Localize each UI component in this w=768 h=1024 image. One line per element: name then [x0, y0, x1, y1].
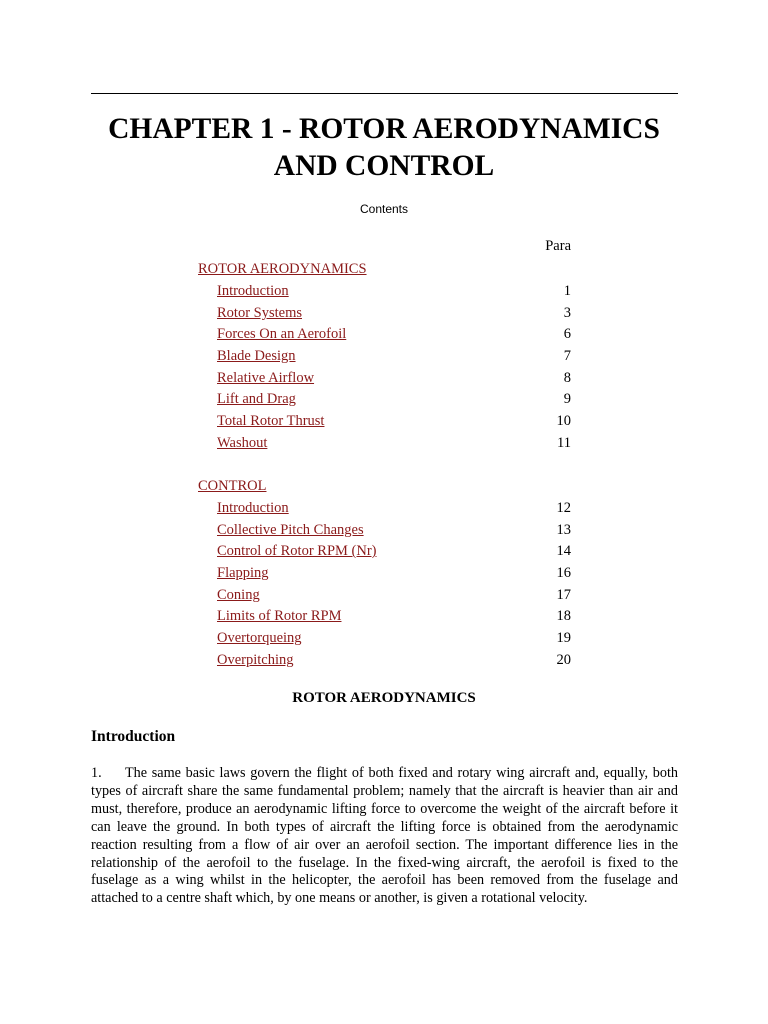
- header-rule: [91, 93, 678, 94]
- toc-entry[interactable]: [217, 282, 571, 300]
- toc-entry-para: 12: [556, 500, 571, 516]
- toc-entry[interactable]: [217, 434, 571, 452]
- toc-entry[interactable]: [217, 390, 571, 408]
- paragraph-text: The same basic laws govern the flight of both fixed and rotary wing aircraft and, equally, both types of aircraft share the same fundamental problem; namely that the aircraft is heavier than air and must, therefore, produce an aerodynamic lifting force to overcome the weight of the aircraft before it can leave the ground. In both types of aircraft the lifting force is obtained from the aerodynamic reaction resulting from a flow of air over an aerofoil section. The important difference lies in the relationship of the aerofoil to the fuselage. In the fixed-wing aircraft, the aerofoil is fixed to the fuselage as a wing whilst in the helicopter, the aerofoil has been removed from the fuselage and attached to a centre shaft which, by one means or another, is given a rotational velocity.: [91, 765, 678, 907]
- chapter-title-line-1: CHAPTER 1 - ROTOR AERODYNAMICS: [108, 113, 660, 145]
- toc-entry[interactable]: [217, 607, 571, 625]
- toc-entry[interactable]: [217, 412, 571, 430]
- toc-entry-para: 1: [563, 283, 571, 299]
- toc-entry-label[interactable]: Collective Pitch Changes: [217, 522, 364, 538]
- toc-entry[interactable]: [217, 304, 571, 322]
- toc-entry-label[interactable]: Introduction: [217, 283, 289, 299]
- toc-entry-label[interactable]: Flapping: [217, 565, 269, 581]
- toc-entry[interactable]: [217, 347, 571, 365]
- toc-entry-para: 13: [556, 522, 571, 538]
- toc-entry[interactable]: [217, 542, 571, 560]
- subheading-introduction: Introduction: [91, 728, 176, 745]
- toc-entry-label[interactable]: Forces On an Aerofoil: [217, 326, 347, 342]
- toc-entry-label[interactable]: Control of Rotor RPM (Nr): [217, 543, 377, 559]
- toc-entry-para: 9: [563, 391, 571, 407]
- paragraph-number: 1.: [91, 765, 102, 781]
- toc-entry-label[interactable]: Washout: [217, 435, 268, 451]
- toc-entry-label[interactable]: Overpitching: [217, 652, 294, 668]
- toc-entry-label[interactable]: Coning: [217, 587, 260, 603]
- toc-entry[interactable]: [217, 369, 571, 387]
- toc-entry-para: 16: [556, 565, 571, 581]
- toc-entry-para: 10: [556, 413, 571, 429]
- toc-entry-para: 11: [557, 435, 571, 451]
- para-column-header: Para: [545, 238, 571, 254]
- toc-entry-para: 18: [556, 608, 571, 624]
- toc-entry[interactable]: [217, 499, 571, 517]
- toc-entry-para: 8: [563, 370, 571, 386]
- toc-entry-label[interactable]: Relative Airflow: [217, 370, 315, 386]
- toc-entry-para: 14: [556, 543, 571, 559]
- section-heading: ROTOR AERODYNAMICS: [292, 690, 476, 706]
- chapter-title-line-2: AND CONTROL: [273, 150, 495, 182]
- toc-entry[interactable]: [217, 629, 571, 647]
- toc-entry-label[interactable]: Limits of Rotor RPM: [217, 608, 342, 624]
- toc-entry[interactable]: [217, 325, 571, 343]
- contents-label: Contents: [359, 202, 409, 216]
- toc-entry-label[interactable]: Blade Design: [217, 348, 296, 364]
- toc-entry-para: 19: [556, 630, 571, 646]
- toc-entry-label[interactable]: Lift and Drag: [217, 391, 296, 407]
- chapter-title: [60, 111, 708, 185]
- toc-entry[interactable]: [217, 521, 571, 539]
- toc-entry[interactable]: [217, 564, 571, 582]
- toc-entry-label[interactable]: Rotor Systems: [217, 305, 302, 321]
- toc-section-rotor-aerodynamics[interactable]: ROTOR AERODYNAMICS: [198, 261, 367, 277]
- toc-entry-para: 6: [563, 326, 571, 342]
- toc-entry[interactable]: [217, 586, 571, 604]
- toc-entry[interactable]: [217, 651, 571, 669]
- toc-section-control[interactable]: CONTROL: [198, 478, 267, 494]
- toc-entry-para: 7: [563, 348, 571, 364]
- toc-entry-label[interactable]: Introduction: [217, 500, 289, 516]
- toc-entry-para: 3: [563, 305, 571, 321]
- toc-entry-para: 20: [556, 652, 571, 668]
- toc-entry-para: 17: [556, 587, 571, 603]
- toc-entry-label[interactable]: Overtorqueing: [217, 630, 302, 646]
- toc-entry-label[interactable]: Total Rotor Thrust: [217, 413, 325, 429]
- paragraph-1: [91, 765, 678, 908]
